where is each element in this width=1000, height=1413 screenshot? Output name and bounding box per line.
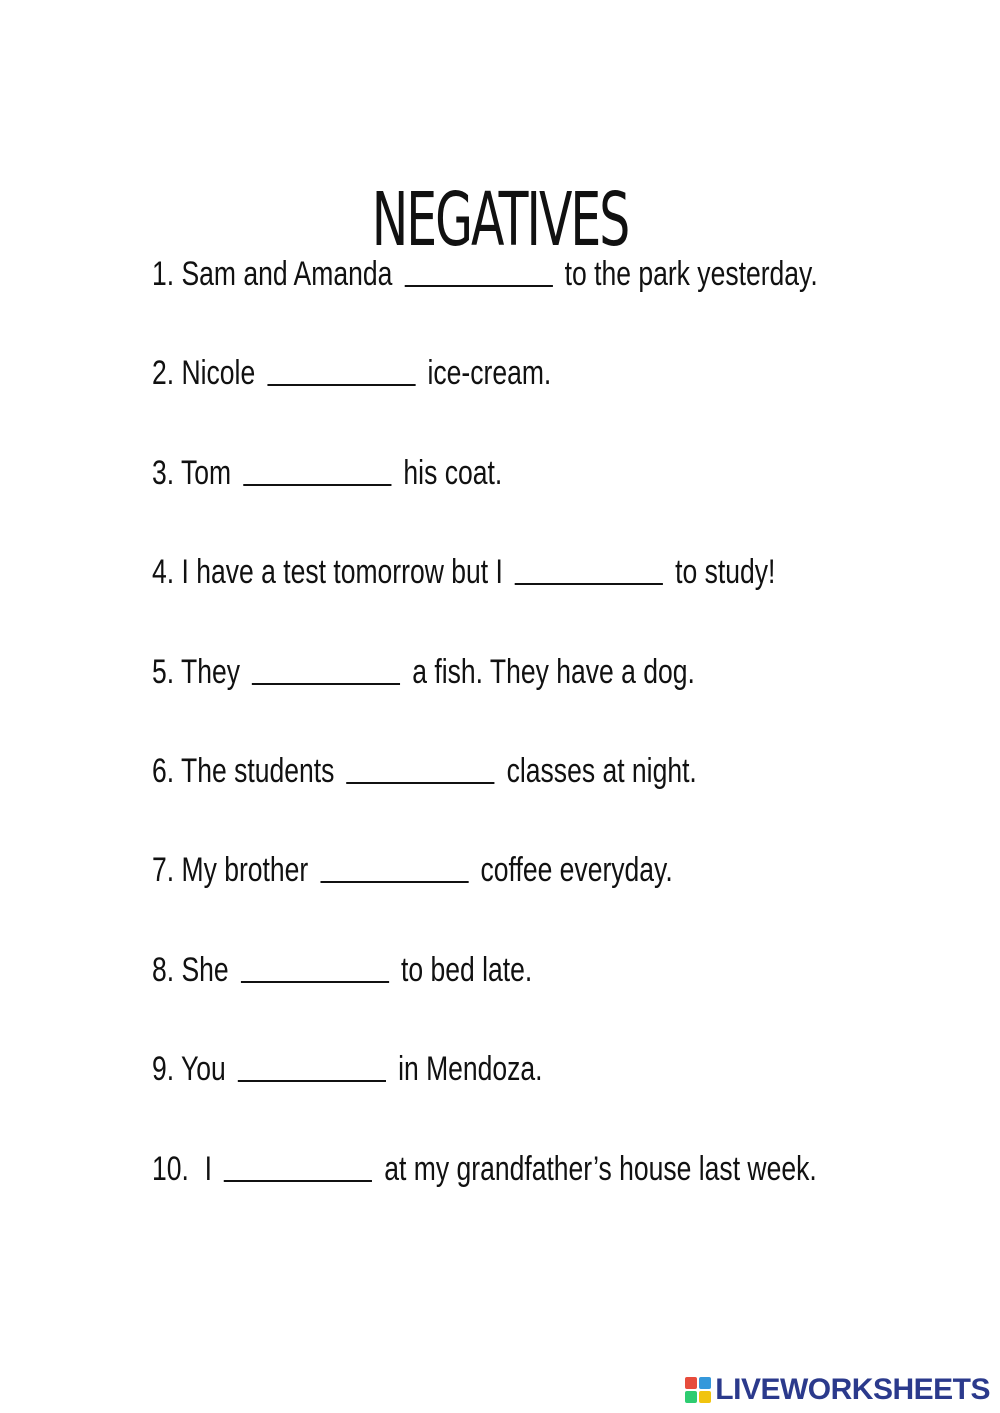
- liveworksheets-logo-icon: [685, 1377, 711, 1403]
- question-8: [152, 948, 792, 1047]
- question-1: [152, 252, 818, 351]
- answer-blank-3[interactable]: [243, 454, 391, 486]
- question-number: 7.: [152, 851, 175, 890]
- question-7: [152, 848, 792, 947]
- question-number: 4.: [152, 553, 175, 592]
- logo-square-blue: [699, 1377, 711, 1389]
- question-text-before: She: [181, 950, 229, 989]
- question-text-after: to study!: [675, 553, 776, 592]
- question-number: 8.: [152, 950, 175, 989]
- question-text-after: his coat.: [403, 453, 503, 492]
- question-text-after: ice-cream.: [427, 354, 552, 393]
- question-number: 2.: [152, 354, 175, 393]
- question-text-before: I: [204, 1149, 212, 1188]
- question-10: [152, 1147, 817, 1246]
- question-5: [152, 650, 792, 749]
- question-number: 5.: [152, 652, 175, 691]
- question-text-before: You: [181, 1050, 226, 1089]
- question-9: [152, 1047, 792, 1146]
- answer-blank-1[interactable]: [404, 255, 552, 287]
- question-text-after: at my grandfather’s house last week.: [384, 1149, 817, 1188]
- answer-blank-10[interactable]: [224, 1150, 372, 1182]
- answer-blank-4[interactable]: [515, 553, 663, 585]
- answer-blank-6[interactable]: [346, 752, 494, 784]
- liveworksheets-brand: [685, 1375, 990, 1405]
- worksheet-title: NEGATIVES: [371, 176, 629, 263]
- question-6: [152, 749, 792, 848]
- question-text-before: Tom: [181, 453, 232, 492]
- question-2: [152, 351, 792, 450]
- question-number: 1.: [152, 255, 175, 293]
- question-text-after: coffee everyday.: [480, 851, 673, 890]
- answer-blank-2[interactable]: [267, 354, 415, 386]
- question-number: 9.: [152, 1050, 175, 1089]
- question-text-after: to the park yesterday.: [564, 255, 818, 293]
- question-text-after: in Mendoza.: [398, 1050, 543, 1089]
- question-text-before: The students: [181, 751, 335, 790]
- question-number: 3.: [152, 453, 175, 492]
- question-3: [152, 451, 792, 550]
- logo-square-yellow: [699, 1391, 711, 1403]
- question-text-before: I have a test tomorrow but I: [181, 553, 503, 592]
- question-text-before: My brother: [181, 851, 309, 890]
- question-text-after: a fish. They have a dog.: [412, 652, 695, 691]
- answer-blank-9[interactable]: [238, 1050, 386, 1082]
- answer-blank-7[interactable]: [320, 851, 468, 883]
- brand-name: LIVEWORKSHEETS: [715, 1373, 990, 1406]
- question-text-after: to bed late.: [400, 950, 533, 989]
- question-list: [152, 252, 972, 1246]
- logo-square-red: [685, 1377, 697, 1389]
- question-text-before: Sam and Amanda: [181, 255, 393, 293]
- question-text-after: classes at night.: [506, 751, 697, 790]
- question-text-before: They: [181, 652, 240, 691]
- question-number: 6.: [152, 751, 175, 790]
- logo-square-green: [685, 1391, 697, 1403]
- answer-blank-8[interactable]: [241, 951, 389, 983]
- question-number: 10.: [152, 1149, 189, 1188]
- question-text-before: Nicole: [181, 354, 256, 393]
- answer-blank-5[interactable]: [252, 653, 400, 685]
- question-4: [152, 550, 792, 649]
